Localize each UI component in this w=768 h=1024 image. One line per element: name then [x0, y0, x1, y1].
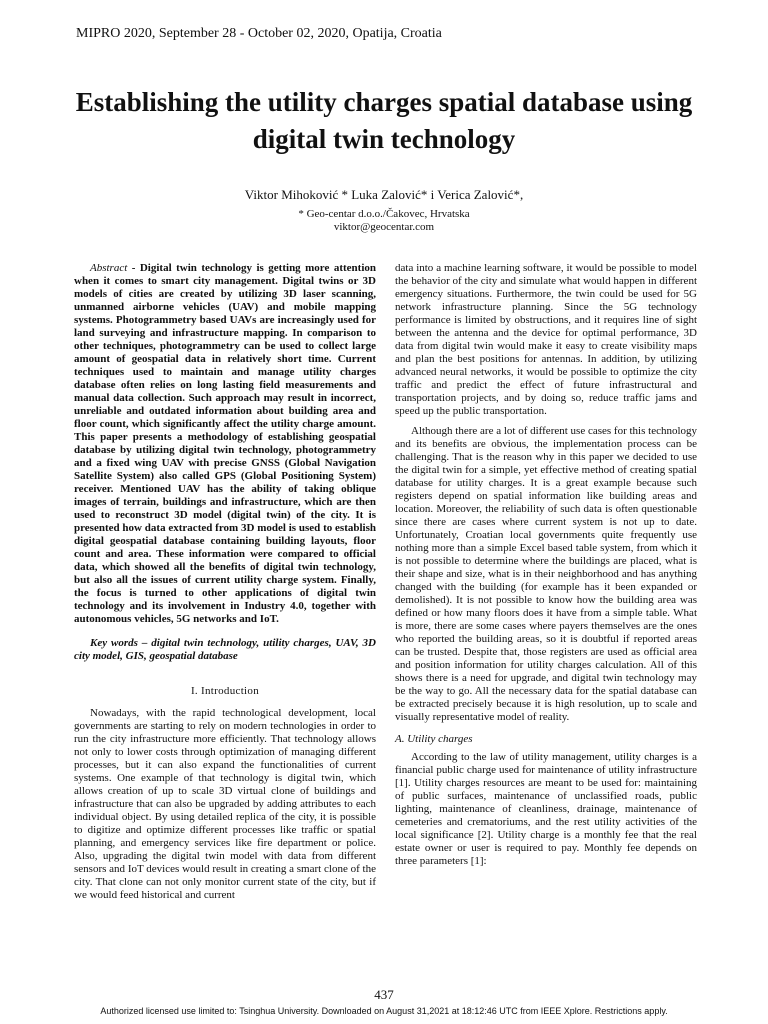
section-heading-introduction: I. Introduction — [190, 685, 260, 697]
abstract — [74, 262, 376, 626]
affiliation-org: * Geo-centar d.o.o./Čakovec, Hrvatska — [298, 208, 470, 220]
abstract-label: Abstract — [90, 262, 128, 274]
right-column — [395, 262, 697, 868]
intro-paragraph-1: Nowadays, with the rapid technological development, local governments are starting to rely on modern technologies in order to run the city infrastructure more efficiently. That technology allows not only to lower costs through optimization of managing different processes, but it can also expand the functionalities of current systems. One example of that technology is digital twin, which allows creation of up to scale 3D virtual clone of buildings and infrastructure that can also be upgraded by adding attributes to each individual object. By using detailed replica of the city, it is possible to digitize and optimize different processes like traffic or spatial planning, and emergency services like fire department or police. Also, upgrading the digital twin model with data from different sensors and IoT devices would result in creating a smart clone of the city. That clone can not only monitor current state of the city, but if we would feed historical and current — [74, 707, 376, 901]
keywords: Key words – digital twin technology, utility charges, UAV, 3D city model, GIS, geospatial database — [74, 637, 376, 662]
subsection-heading-utility-charges: A. Utility charges — [395, 733, 473, 745]
author-list: Viktor Mihoković * Luka Zalović* i Verica Zalović*, — [244, 187, 524, 202]
right-paragraph-2: Although there are a lot of different use cases for this technology and its benefits are obvious, the implementation process can be challenging. That is the reason why in this paper we decided to use the digital twin for a simple, yet effective method of creating spatial database for utility charges. It is a great example because such registers depend on spatial information like building areas and location. Moreover, the reliability of such data is often questionable since there are cases where current system is not up to date. Unfortunately, Croatian local governments quite frequently use nothing more than a simple Excel based table system, from which it is not possible to determine where the buildings are placed, what is their shape and size, what is in their neighborhood and has anything changed with the building (for example has it been expanded or demolished). It is not possible to know how the building area was defined or how many floors does it have from a simple table. What is more, there are some cases where payers themselves are the ones who reported the building areas, so it is doubtful if reported areas can be trusted. Despite that, those registers are used as official area and position information for utility charges calculation. All of this shows there is a need for upgrade, and digital twin technology may be the way to go. All the necessary data for the spatial database can be extracted precisely because it is high resolution, up to scale and visually representative model of reality. — [395, 425, 698, 723]
right-paragraph-3: According to the law of utility management, utility charges is a financial public charge used for maintenance of utility infrastructure [1]. Utility charges resources are meant to be used for: maintaining of public surfaces, maintenance of unclassified roads, public lighting, maintenance of cleanliness, drainage, maintenance of cemeteries and crematoriums, and the rest utility activities of the local significance [2]. Utility charge is a monthly fee that the real estate owner or user is required to pay. Monthly fee depends on three parameters [1]: — [395, 751, 697, 867]
left-column — [74, 262, 376, 902]
affiliation — [0, 208, 768, 234]
abstract-text: - Digital twin technology is getting more attention when it comes to smart city management. Digital twins or 3D models of cities are created by utilizing 3D laser scanning, unmanned airborne vehicles (UAV) and mobile mapping systems. Photogrammetry based UAVs are increasingly used for land surveying and infrastructure mapping. In comparison to other techniques, photogrammetry can be used to collect large amount of geospatial data in relatively short time. Current techniques used to maintain and manage utility charges database often relies on long lasting field measurements and manual data collection. Such approach may result in incorrect, unreliable and outdated information about building area and floor count, which significantly affect the utility charge amount. This paper presents a methodology of establishing geospatial database by utilizing digital twin technology, photogrammetry and a fixed wing UAV with precise GNSS (Global Navigation Satellite System) also called GPS (Global Positioning System) receiver. Mentioned UAV has the ability of taking oblique images of terrain, buildings and infrastructure, which are then used to reconstruct 3D model (digital twin) of the city. It is presented how data extracted from 3D model is used to establish digital geospatial database containing building layouts, floor count and area. These information were compared to official data, which showed all the benefits of digital twin technology, but also all the issues of current utility charge system. Finally, the focus is turned to other applications of digital twin technology and its involvement in Industry 4.0, together with autonomous vehicles, 5G networks and IoT. — [74, 262, 376, 625]
license-footer: Authorized licensed use limited to: Tsinghua University. Downloaded on August 31,2021 at 18:12:46 UTC from IEEE Xplore. Restrictions apply. — [100, 1006, 668, 1016]
right-paragraph-1: data into a machine learning software, it would be possible to model the behavior of the city and simulate what would happen in different emergency situations. Furthermore, the twin could be used for 5G network infrastructure planning. Since the 5G technology performance is limited by obstructions, and it requires line of sight between the antenna and the device for optimal performance, 3D data from digital twin would make it easy to create visibility maps and plan the best positions for antennas. In addition, by utilizing advanced neural networks, it would be possible to optimize the city traffic and predict the effect of future infrastructural and transportation projects, and by doing so, reduce traffic jams and speed up the public transportation. — [395, 262, 697, 417]
page-number: 437 — [374, 987, 394, 1002]
paper-title: Establishing the utility charges spatial database using digital twin technology — [75, 87, 693, 154]
affiliation-email: viktor@geocentar.com — [333, 221, 435, 233]
conference-header: MIPRO 2020, September 28 - October 02, 2020, Opatija, Croatia — [76, 26, 442, 41]
